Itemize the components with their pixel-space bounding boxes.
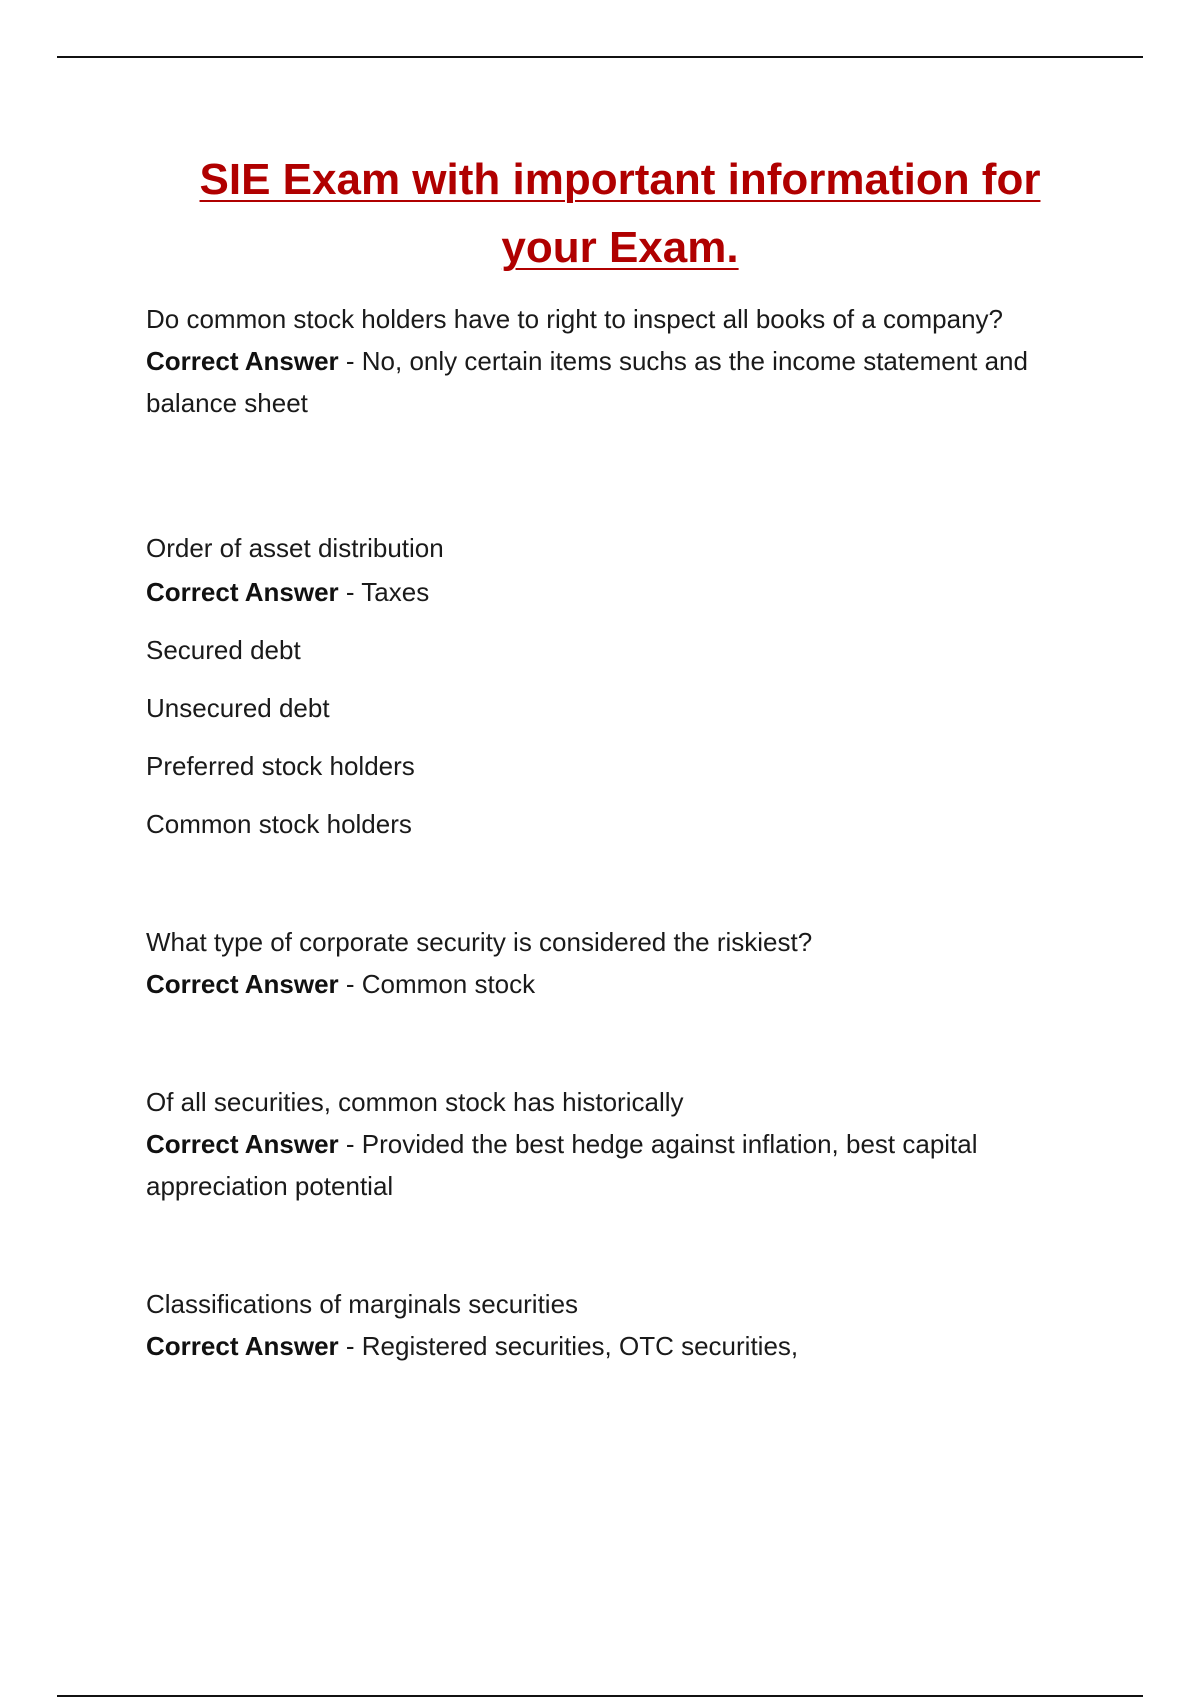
answer-text: Provided the best hedge against inflation, best capital appreciation potential bbox=[146, 1129, 978, 1201]
list-item: Unsecured debt bbox=[146, 693, 330, 723]
question-text: Of all securities, common stock has historically bbox=[146, 1087, 684, 1117]
answer-line bbox=[146, 340, 1086, 424]
answer-text: Registered securities, OTC securities, bbox=[361, 1331, 799, 1361]
qa-item bbox=[146, 298, 1086, 424]
top-rule bbox=[57, 56, 1143, 58]
page-title bbox=[100, 146, 1140, 282]
bottom-rule bbox=[57, 1695, 1143, 1697]
qa-content bbox=[146, 298, 1086, 1367]
question-text: Do common stock holders have to right to inspect all books of a company? bbox=[146, 304, 1003, 334]
qa-item bbox=[146, 1081, 1086, 1207]
answer-separator: - bbox=[338, 346, 362, 376]
answer-label: Correct Answer bbox=[146, 969, 339, 999]
answer-separator: - bbox=[338, 1129, 362, 1159]
answer-label: Correct Answer bbox=[146, 1129, 339, 1159]
list-item: Common stock holders bbox=[146, 809, 412, 839]
answer-line bbox=[146, 1123, 1086, 1207]
answer-label: Correct Answer bbox=[146, 346, 339, 376]
answer-separator: - bbox=[338, 1331, 362, 1361]
qa-item bbox=[146, 527, 1086, 845]
list-item: Secured debt bbox=[146, 635, 301, 665]
list-item: Preferred stock holders bbox=[146, 751, 415, 781]
answer-label: Correct Answer bbox=[146, 1331, 339, 1361]
title-line-1: SIE Exam with important information for bbox=[199, 155, 1041, 204]
answer-text: No, only certain items suchs as the income statement and balance sheet bbox=[146, 346, 1028, 418]
title-line-2: your Exam. bbox=[501, 223, 739, 272]
qa-item bbox=[146, 921, 1086, 1005]
answer-text: Common stock bbox=[361, 969, 536, 999]
answer-label: Correct Answer bbox=[146, 577, 339, 607]
answer-text: Taxes bbox=[361, 577, 430, 607]
question-text: Classifications of marginals securities bbox=[146, 1289, 579, 1319]
qa-item bbox=[146, 1283, 1086, 1367]
answer-line bbox=[146, 963, 1086, 1005]
answer-separator: - bbox=[338, 969, 362, 999]
answer-line bbox=[146, 571, 1086, 613]
question-text: What type of corporate security is considered the riskiest? bbox=[146, 927, 813, 957]
answer-line bbox=[146, 1325, 1086, 1367]
answer-separator: - bbox=[338, 577, 362, 607]
question-text: Order of asset distribution bbox=[146, 533, 444, 563]
